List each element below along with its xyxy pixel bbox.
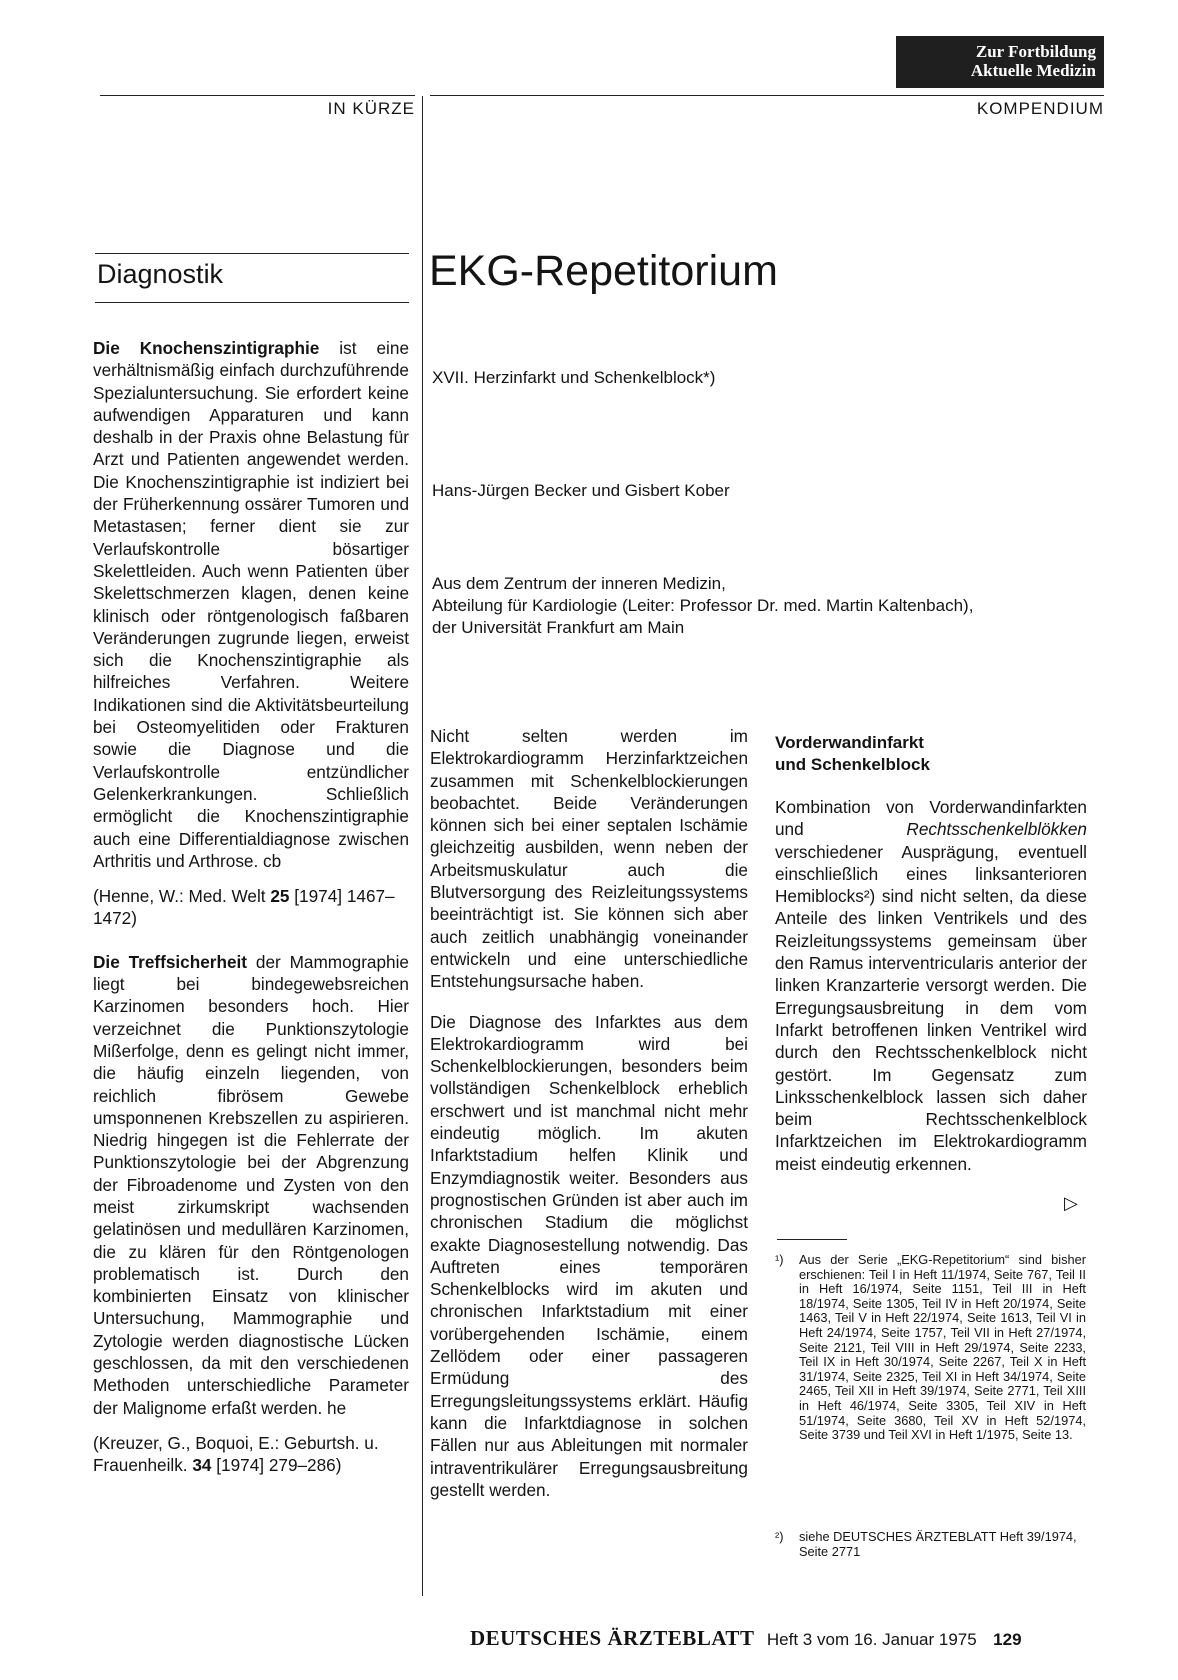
article-title: EKG-Repetitorium (429, 247, 778, 295)
affiliation-line-1: Aus dem Zentrum der inneren Medizin, (432, 574, 726, 593)
footnote-2-mark: ²) (775, 1529, 784, 1544)
ref-2-pages: [1974] 279–286) (211, 1455, 342, 1476)
ref-1-source: (Henne, W.: Med. Welt (93, 886, 271, 907)
brief-item-2-text: der Mammographie liegt bei bindegewebsreichen Karzinomen besonders hoch. Hier verzeichnet die Punktionszytologie Mißerfolge, denn es gelingt nicht immer, die häufig einzeln liegenden, von reichlich fibrösem Gewebe umsponnenen Krebszellen zu aspirieren. Niedrig hingegen ist die Fehlerrate der Punktionszytologie bei der Abgrenzung der Fibroadenome und Zysten von den meist zirkumskript wachsenden gelatinösen und medullären Karzinomen, die zu klären für den Röntgenologen problematisch ist. Durch den kombinierten Einsatz von klinischer Untersuchung, Mammographie und Zytologie werden diagnostische Lücken geschlossen, da mit den verschiedenen Methoden unterschiedliche Parameter der Malignome erfaßt werden. he (93, 951, 409, 1418)
article-paragraph-1: Nicht selten werden im Elektrokardiogramm Herzinfarktzeichen zusammen mit Schenkelblockierungen beobachtet. Beide Veränderungen können sich bei einer septalen Ischämie gleichzeitig ausbilden, wenn neben der Arbeitsmuskulatur auch die Blutversorgung des Reizleitungssystems beeinträchtigt ist. Sie können sich aber auch zeitlich unabhängig voneinander entwickeln und eine unterschiedliche Entstehungsursache haben. (430, 726, 748, 992)
brief-item-1-reference (93, 885, 409, 930)
affiliation-line-3: der Universität Frankfurt am Main (432, 618, 685, 637)
article-authors: Hans-Jürgen Becker und Gisbert Kober (432, 481, 730, 500)
badge-line-2: Aktuelle Medizin (970, 61, 1096, 80)
brief-item-2-lead: Die Treffsicherheit (93, 951, 248, 972)
article-affiliation (432, 573, 973, 639)
ref-2-source: (Kreuzer, G., Boquoi, E.: Geburtsh. u. Frauenheilk. (93, 1432, 379, 1476)
badge-line-1: Zur Fortbildung (975, 42, 1096, 61)
section-heading (775, 732, 1087, 776)
article-paragraph-3 (775, 796, 1087, 1175)
footnote-1-text: Aus der Serie „EKG-Repetitorium“ sind bisher erschienen: Teil I in Heft 11/1974, Seite 767, Teil II in Heft 16/1974, Seite 1151, Teil III in Heft 18/1974, Seite 1305, Teil IV in Heft 20/1974, Seite 1463, Teil V in Heft 22/1974, Seite 1613, Teil VI in Heft 24/1974, Seite 1757, Teil VII in Heft 27/1974, Seite 2121, Teil VIII in Heft 29/1974, Seite 2233, Teil IX in Heft 30/1974, Seite 2267, Teil X in Heft 31/1974, Seite 2325, Teil XI in Heft 34/1974, Seite 2465, Teil XII in Heft 39/1974, Seite 2771, Teil XIII in Heft 46/1974, Seite 3305, Teil XIV in Heft 51/1974, Seite 3680, Teil XV in Heft 52/1974, Seite 3739 und Teil XVI in Heft 1/1975, Seite 13. (799, 1252, 1086, 1443)
header-rule-right (430, 95, 1104, 96)
section-heading-line-2: und Schenkelblock (775, 755, 930, 774)
topic-rule-bottom (95, 302, 409, 303)
affiliation-line-2: Abteilung für Kardiologie (Leiter: Professor Dr. med. Martin Kaltenbach), (432, 596, 974, 615)
left-column-text (93, 337, 409, 1477)
left-section-label: IN KÜRZE (327, 99, 415, 118)
page-footer (470, 1626, 1022, 1651)
brief-item-2 (93, 951, 409, 1419)
paragraph-3-part-b: verschiedener Ausprägung, eventuell einschließlich eines linksanterioren Hemiblocks²) sind nicht selten, da diese Anteile des linken Ventrikels und des Reizleitungssystems gemeinsam über den Ramus interventricularis anterior der linken Kranzarterie versorgt werden. Die Erregungsausbreitung in dem vom Infarkt betroffenen linken Ventrikel wird durch den Rechtsschenkelblock nicht gestört. Im Gegensatz zum Linksschenkelblock lassen sich daher beim Rechtsschenkelblock Infarktzeichen im Elektrokardiogramm meist eindeutig erkennen. (775, 841, 1087, 1174)
topic-rule-top (95, 253, 409, 254)
section-heading-line-1: Vorderwandinfarkt (775, 733, 924, 752)
brief-item-1-text: ist eine verhältnismäßig einfach durchzuführende Spezialuntersuchung. Sie erfordert keine aufwendigen Apparaturen und kann deshalb in der Praxis ohne Belastung für Arzt und Patienten angewendet werden. Die Knochenszintigraphie ist indiziert bei der Früherkennung ossärer Tumoren und Metastasen; ferner dient sie zur Verlaufskontrolle bösartiger Skelettleiden. Auch wenn Patienten über Skelettschmerzen klagen, denen keine klinisch oder röntgenologisch faßbaren Veränderungen zugrunde liegen, erweist sich die Knochenszintigraphie als hilfreiches Verfahren. Weitere Indikationen sind die Aktivitätsbeurteilung bei Osteomyelitiden oder Frakturen sowie die Diagnose und die Verlaufskontrolle entzündlicher Gelenkerkrankungen. Schließlich ermöglicht die Knochenszintigraphie auch eine Differentialdiagnose zwischen Arthritis und Arthrose. cb (93, 338, 409, 871)
right-section-label: KOMPENDIUM (976, 99, 1104, 118)
ref-1-volume: 25 (270, 886, 290, 907)
topic-heading: Diagnostik (97, 259, 224, 289)
footnote-rule (777, 1239, 847, 1240)
column-divider (422, 96, 423, 1596)
brief-item-2-reference (93, 1432, 409, 1477)
footnote-2-text: siehe DEUTSCHES ÄRZTEBLATT Heft 39/1974, Seite 2771 (799, 1529, 1077, 1559)
paragraph-3-italic: Rechtsschenkelblökken (906, 819, 1087, 840)
issue-info: Heft 3 vom 16. Januar 1975 (766, 1630, 977, 1649)
article-column-1 (430, 725, 748, 1501)
article-paragraph-2: Die Diagnose des Infarktes aus dem Elektrokardiogramm wird bei Schenkelblockierungen, besonders beim vollständigen Schenkelblock erheblich erschwert und ist manchmal nicht mehr eindeutig möglich. Im akuten Infarktstadium helfen Klinik und Enzymdiagnostik weiter. Besonders aus prognostischen Gründen ist aber auch im chronischen Stadium die möglichst exakte Diagnosestellung notwendig. Das Auftreten eines temporären Schenkelblocks wird im akuten und chronischen Infarktstadium mit einer vorübergehenden Ischämie, einem Zellödem oder einer passageren Ermüdung des Erregungsleitungssystems erklärt. Häufig kann die Infarktdiagnose in solchen Fällen nur aus Ableitungen mit normaler intraventrikulärer Erregungsausbreitung gestellt werden. (430, 1011, 748, 1500)
paragraph-3-part-a: Kombination von Vorderwandinfarkten und (775, 797, 1087, 840)
article-column-2 (775, 796, 1087, 1175)
ref-2-volume: 34 (192, 1455, 212, 1476)
page-number: 129 (993, 1630, 1022, 1649)
brief-item-1 (93, 337, 409, 872)
journal-name: DEUTSCHES ÄRZTEBLATT (470, 1626, 755, 1650)
header-rule-left (100, 95, 415, 96)
article-subtitle: XVII. Herzinfarkt und Schenkelblock*) (432, 368, 716, 387)
continue-arrow-icon: ▷ (1064, 1193, 1078, 1213)
footnote-1-mark: ¹) (775, 1252, 784, 1267)
ref-1-pages: [1974] 1467–1472) (93, 886, 395, 929)
brief-item-1-lead: Die Knochenszintigraphie (93, 338, 320, 358)
section-badge (896, 36, 1104, 88)
